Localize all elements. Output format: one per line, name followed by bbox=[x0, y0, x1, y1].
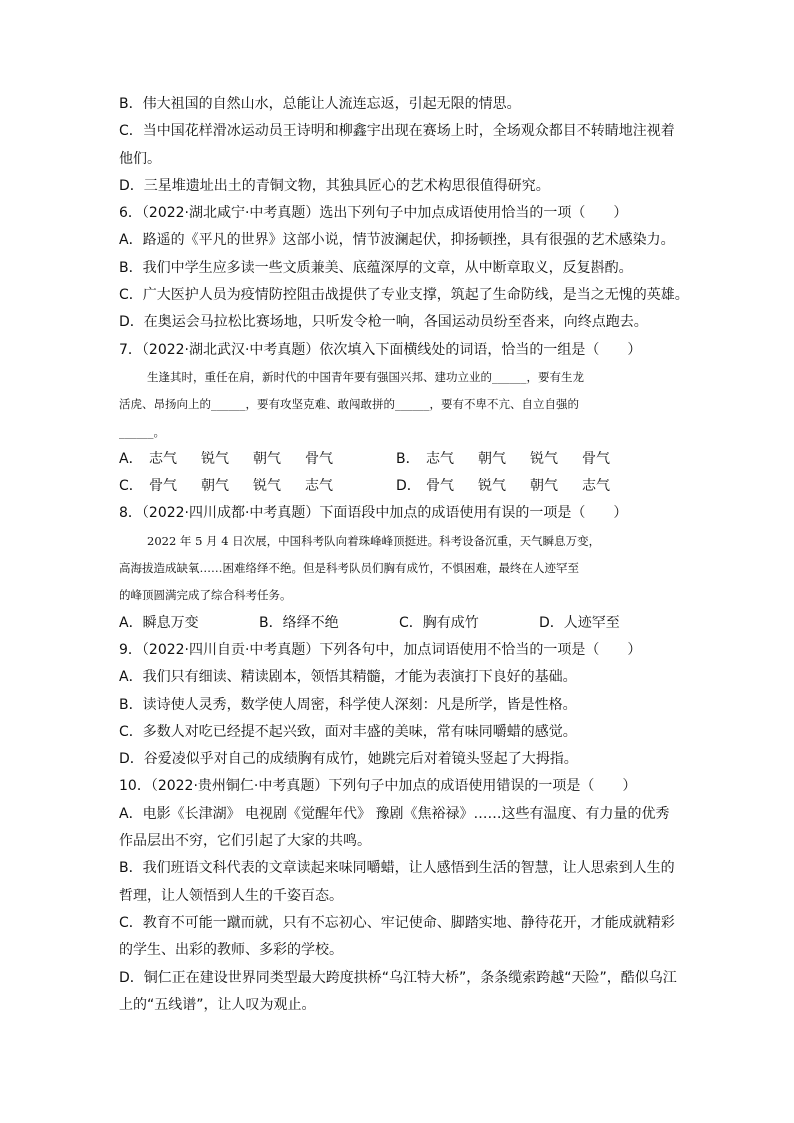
question-7 bbox=[119, 337, 679, 501]
q10-option-a-line1: A．电影《长津湖》 电视剧《觉醒年代》 豫剧《焦裕禄》……这些有温度、有力量的优秀 bbox=[119, 805, 670, 822]
q8-stem: 8．（2022·四川成都·中考真题）下面语段中加点的成语使用有误的一项是（ ） bbox=[119, 505, 628, 522]
q7-options-row2 bbox=[119, 473, 679, 500]
q7-option-d-word3: 朝气 bbox=[530, 478, 558, 495]
q10-option-d-line1: D．铜仁正在建设世界同类型最大跨度拱桥“乌江特大桥”，条条缆索跨越“天险”，酷似乌江 bbox=[119, 969, 677, 986]
q6-option-c: C．广大医护人员为疫情防控阻击战提供了专业支撑，筑起了生命防线，是当之无愧的英雄。 bbox=[119, 287, 689, 304]
q7-option-a-word1: 志气 bbox=[149, 450, 177, 467]
q8-passage-line3: 的峰顶圆满完成了综合科考任务。 bbox=[119, 588, 292, 603]
q10-option-d-line2: 上的“五线谱”，让人叹为观止。 bbox=[119, 996, 316, 1013]
question-6 bbox=[119, 200, 689, 336]
q10-option-c-line2: 的学生、出彩的教师、多彩的学校。 bbox=[119, 942, 343, 959]
q8-options-row bbox=[119, 610, 679, 637]
q5-option-b: B．伟大祖国的自然山水，总能让人流连忘返，引起无限的情思。 bbox=[119, 96, 521, 112]
q6-option-a: A．路遥的《平凡的世界》这部小说，情节波澜起伏，抑扬顿挫，具有很强的艺术感染力。 bbox=[119, 232, 675, 249]
q10-stem: 10．（2022·贵州铜仁·中考真题）下列句子中加点的成语使用错误的一项是（ ） bbox=[119, 778, 637, 795]
q6-option-d: D．在奥运会马拉松比赛场地，只听发令枪一响，各国运动员纷至沓来，向终点跑去。 bbox=[119, 314, 648, 331]
q7-option-b-word2: 朝气 bbox=[478, 450, 506, 467]
q7-option-c-word2: 朝气 bbox=[201, 478, 229, 495]
q7-option-d-label: D． bbox=[396, 478, 421, 495]
q7-option-b-label: B． bbox=[396, 450, 420, 467]
exam-page bbox=[119, 91, 689, 1019]
q5-option-c-line1: C．当中国花样滑冰运动员王诗明和柳鑫宇出现在赛场上时，全场观众都目不转睛地注视着 bbox=[119, 123, 675, 140]
q8-passage-line1: 2022 年 5 月 4 日次展，中国科考队向着珠峰峰顶挺进。科考设备沉重，天气瞬息万变， bbox=[147, 533, 601, 548]
q7-option-d bbox=[396, 473, 673, 500]
q7-option-b bbox=[396, 446, 673, 473]
q8-option-c: C．胸有成竹 bbox=[399, 614, 479, 631]
q7-options-row1 bbox=[119, 446, 679, 473]
q7-option-b-word1: 志气 bbox=[426, 450, 454, 467]
question-5-tail bbox=[119, 91, 679, 200]
q10-option-c-line1: C．教育不可能一蹴而就，只有不忘初心、牢记使命、脚踏实地、静待花开，才能成就精彩 bbox=[119, 914, 675, 931]
q7-option-b-word3: 锐气 bbox=[530, 450, 558, 467]
q7-stem: 7．（2022·湖北武汉·中考真题）依次填入下面横线处的词语，恰当的一组是（ ） bbox=[119, 341, 642, 358]
q7-option-a-word3: 朝气 bbox=[253, 450, 281, 467]
q7-option-c-word4: 志气 bbox=[305, 478, 333, 495]
q7-option-d-word1: 骨气 bbox=[426, 478, 454, 495]
q8-option-d: D．人迹罕至 bbox=[539, 614, 620, 631]
q9-option-b: B．读诗使人灵秀，数学使人周密，科学使人深刻：凡是所学，皆是性格。 bbox=[119, 696, 577, 713]
q7-option-d-word4: 志气 bbox=[582, 478, 610, 495]
q6-option-b: B．我们中学生应多读一些文质兼美、底蕴深厚的文章，从中断章取义，反复斟酌。 bbox=[119, 259, 633, 276]
q8-option-a: A．瞬息万变 bbox=[119, 614, 199, 631]
q10-option-b-line2: 哲理，让人领悟到人生的千姿百态。 bbox=[119, 887, 343, 904]
question-8 bbox=[119, 500, 679, 636]
q7-option-b-word4: 骨气 bbox=[582, 450, 610, 467]
q7-passage-line2: 活虎、昂扬向上的______，要有攻坚克难、敢闯敢拼的______，要有不卑不亢、自立自强的 bbox=[119, 397, 579, 412]
q8-passage-line2: 高海拔造成缺氧……困难络绎不绝。但是科考队员们胸有成竹，不惧困难，最终在人迹罕至 bbox=[119, 561, 579, 576]
q7-option-c bbox=[119, 473, 396, 500]
q5-option-d: D．三星堆遗址出土的青铜文物，其独具匠心的艺术构思很值得研究。 bbox=[119, 177, 550, 194]
q7-passage-line3: ______。 bbox=[119, 424, 165, 439]
question-9 bbox=[119, 637, 679, 773]
q9-option-d: D．谷爱凌似乎对自己的成绩胸有成竹，她跳完后对着镜头竖起了大拇指。 bbox=[119, 751, 578, 768]
q7-option-a-word4: 骨气 bbox=[305, 450, 333, 467]
q9-option-a: A．我们只有细读、精读剧本，领悟其精髓，才能为表演打下良好的基础。 bbox=[119, 669, 577, 686]
q7-option-a-label: A． bbox=[119, 450, 143, 467]
q5-option-c-line2: 他们。 bbox=[119, 150, 161, 167]
question-10 bbox=[119, 773, 679, 1019]
q7-option-c-label: C． bbox=[119, 478, 143, 495]
q7-option-c-word1: 骨气 bbox=[149, 478, 177, 495]
q7-passage-line1: 生逢其时，重任在肩，新时代的中国青年要有强国兴邦、建功立业的______，要有生龙 bbox=[147, 369, 584, 384]
q7-option-c-word3: 锐气 bbox=[253, 478, 281, 495]
q10-option-a-line2: 作品层出不穷，它们引起了大家的共鸣。 bbox=[119, 833, 371, 850]
q8-option-b: B．络绎不绝 bbox=[259, 614, 339, 631]
q9-stem: 9．（2022·四川自贡·中考真题）下列各句中，加点词语使用不恰当的一项是（ ） bbox=[119, 641, 642, 658]
q9-option-c: C．多数人对吃已经提不起兴致，面对丰盛的美味，常有味同嚼蜡的感觉。 bbox=[119, 723, 577, 740]
q10-option-b-line1: B．我们班语文科代表的文章读起来味同嚼蜡，让人感悟到生活的智慧，让人思索到人生的 bbox=[119, 860, 675, 877]
q7-option-a bbox=[119, 446, 396, 473]
q7-option-a-word2: 锐气 bbox=[201, 450, 229, 467]
q6-stem: 6．（2022·湖北咸宁·中考真题）选出下列句子中加点成语使用恰当的一项（ ） bbox=[119, 205, 628, 222]
q7-option-d-word2: 锐气 bbox=[478, 478, 506, 495]
